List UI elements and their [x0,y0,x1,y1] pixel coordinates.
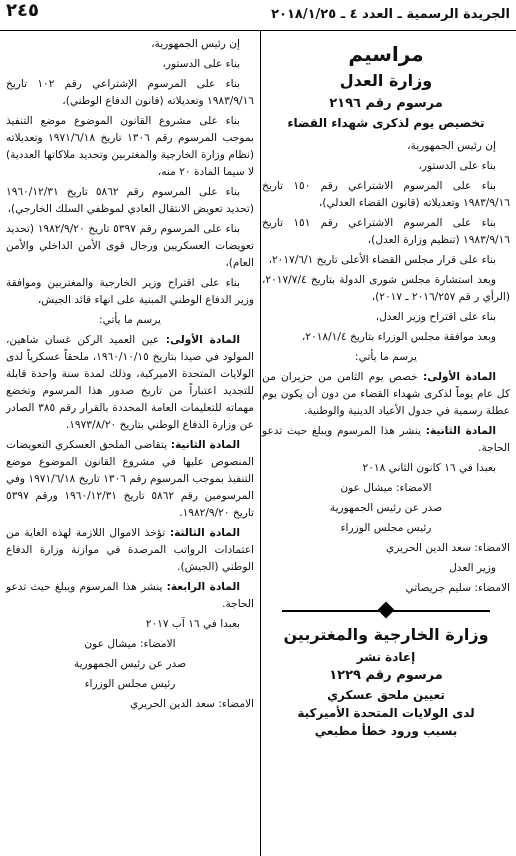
article-text: ينشر هذا المرسوم ويبلغ حيث تدعو الحاجة. [6,581,254,610]
preamble-line: وبعد استشارة مجلس شورى الدولة بتاريخ ٢٠١٧/٧/٤، (الرأي ر قم ٢٠١٦/٢٥٧ ـ ٢٠١٧)، [262,274,510,303]
preamble-line: بناء على الدستور، [418,160,496,172]
decree-subject-2-line1: تعيين ملحق عسكري [327,688,445,702]
preamble-line: بناء على المرسوم رقم ٥٣٩٧ تاريخ ١٩٨٢/٩/٢٠ (تحديد تعويضات العسكريين ورجال قوى الأمن الداخلي والأمن العام)، [6,223,254,269]
decrees-line: يرسم ما يأتي: [355,351,417,363]
article-text: خصص يوم الثامن من حزيران من كل عام يوماً لذكرى شهداء القضاء من دون أن يكون يوم عطلة رسمية في جدول الأعياد الدينية والوطنية. [262,371,510,417]
article-3 [6,525,254,576]
article-label: المادة الأولى: [422,371,496,383]
preamble-line: بناء على المرسوم الاشتراعي رقم ١٥١ تاريخ ١٩٨٣/٩/١٦ (تنظيم وزارة العدل)، [262,217,510,246]
preamble-line: وبعد موافقة مجلس الوزراء بتاريخ ٢٠١٨/١/٤، [301,331,496,343]
decree-subject-2-line3: بسبب ورود خطأ مطبعي [314,724,458,738]
pm-signature: الامضاء: سعد الدين الحريري [130,698,254,710]
header-rule [0,30,516,31]
divider-ornament [378,602,395,619]
preamble-line: بناء على قرار مجلس القضاء الأعلى تاريخ ٢٠١٧/٦/١، [268,254,496,266]
article-text: يتقاضى الملحق العسكري التعويضات المنصوص عليها في مشروع القانون الموضوع موضع التنفيذ بموجب المرسوم رقم ١٣٠٦ تاريخ ١٩٧١/٦/١٨ وفي المرسومين رقم ٥٨٦٢ تاريخ ١٩٦٠/١٢/٣١ ورقم ٥٣٩٧ تاريخ ١٩٨٢/٩/٢٠. [6,439,254,519]
article-1 [6,332,254,434]
decree-number: مرسوم رقم ٢١٩٦ [329,96,443,111]
issued-by-line: صدر عن رئيس الجمهورية [73,658,187,670]
pm-title: رئيس مجلس الوزراء [84,678,176,690]
page-header [0,0,516,30]
preamble-line: بناء على الدستور، [162,58,240,70]
issued-by-line: صدر عن رئيس الجمهورية [329,502,443,514]
pm-title: رئيس مجلس الوزراء [340,522,432,534]
date-line: بعبدا في ١٦ كانون الثاني ٢٠١٨ [362,462,496,474]
article-label: المادة الأولى: [165,334,241,346]
preamble-line: بناء على اقتراح وزير العدل، [375,311,496,323]
preamble-line: بناء على مشروع القانون الموضوع موضع التنفيذ بموجب المرسوم رقم ١٣٠٦ تاريخ ١٩٧١/٦/١٨ وتعديلاته (نظام وزارة الخارجية والمغتربين وتحديد ملاكاتها العددية) لا سيما المادة ٢٠ منه، [6,115,254,178]
preamble-line: بناء على المرسوم رقم ٥٨٦٢ تاريخ ١٩٦٠/١٢/٣١ (تحديد تعويض الانتقال العادي لموظفي السلك الخارجي)، [6,186,254,215]
minister-title: وزير العدل [449,562,496,574]
article-text: عين العميد الركن غسان شاهين، المولود في صيدا بتاريخ ١٩٦٠/١٠/١٥، ملحقاً عسكرياً لدى الولايات المتحدة الاميركية، وذلك لمدة سنة واحدة قابلة للتجديد اعتباراً من تاريخ صدور هذا المرسوم وتخضع مهماته للتعليمات العامة المحددة بالقرار رقم ٣٨٥ الصادر عن وزارة الدفاع الوطني بتاريخ ١٩٧٣/٨/٢٠. [6,334,254,431]
right-column [262,36,510,740]
date-line: بعبدا في ١٦ آب ٢٠١٧ [145,618,240,630]
signature-line: الامضاء: ميشال عون [340,482,432,494]
article-1 [262,369,510,420]
preamble-line: بناء على المرسوم الإشتراعي رقم ١٠٢ تاريخ ١٩٨٣/٩/١٦ وتعديلاته (قانون الدفاع الوطني)، [6,78,254,107]
section-divider [262,600,510,622]
column-separator [260,31,261,856]
article-label: المادة الثانية: [425,425,496,437]
preamble-line: بناء على اقتراح وزير الخارجية والمغتربين وموافقة وزير الدفاع الوطني المبنية على انهاء قائد الجيش، [6,277,254,306]
article-2 [262,423,510,457]
section-title: مراسيم [348,42,424,66]
article-text: تؤخذ الاموال اللازمة لهذه الغاية من اعتمادات الرواتب المرصدة في موازنة وزارة الدفاع الوطني (الجيش). [6,527,254,573]
preamble-line: إن رئيس الجمهورية، [407,140,496,152]
decree-subject: تخصيص يوم لذكرى شهداء القضاء [287,116,485,130]
article-label: المادة الثانية: [170,439,240,451]
article-label: المادة الثالثة: [169,527,240,539]
preamble-line: إن رئيس الجمهورية، [151,38,240,50]
minister-signature: الامضاء: سليم جريصاتي [405,582,510,594]
article-2 [6,437,254,522]
decree-number-2: مرسوم رقم ١٢٢٩ [329,668,443,683]
article-text: ينشر هذا المرسوم ويبلغ حيث تدعو الحاجة. [262,425,510,454]
ministry-name: وزارة العدل [339,71,433,90]
decrees-line: يرسم ما يأتي: [99,314,161,326]
decree-subject-2-line2: لدى الولايات المتحدة الأميركية [297,706,475,720]
article-4 [6,579,254,613]
left-column [6,36,254,716]
preamble-line: بناء على المرسوم الاشتراعي رقم ١٥٠ تاريخ ١٩٨٣/٩/١٦ وتعديلاته (قانون القضاء العدلي)، [262,180,510,209]
gazette-title: الجريدة الرسمية ـ العدد ٤ ـ ٢٠١٨/١/٢٥ [271,7,510,22]
republish-label: إعادة نشر [356,650,416,664]
page-number: ٢٤٥ [6,0,39,21]
pm-signature: الامضاء: سعد الدين الحريري [386,542,510,554]
signature-line: الامضاء: ميشال عون [84,638,176,650]
article-label: المادة الرابعة: [166,581,240,593]
ministry-name-2: وزارة الخارجية والمغتربين [283,625,489,644]
